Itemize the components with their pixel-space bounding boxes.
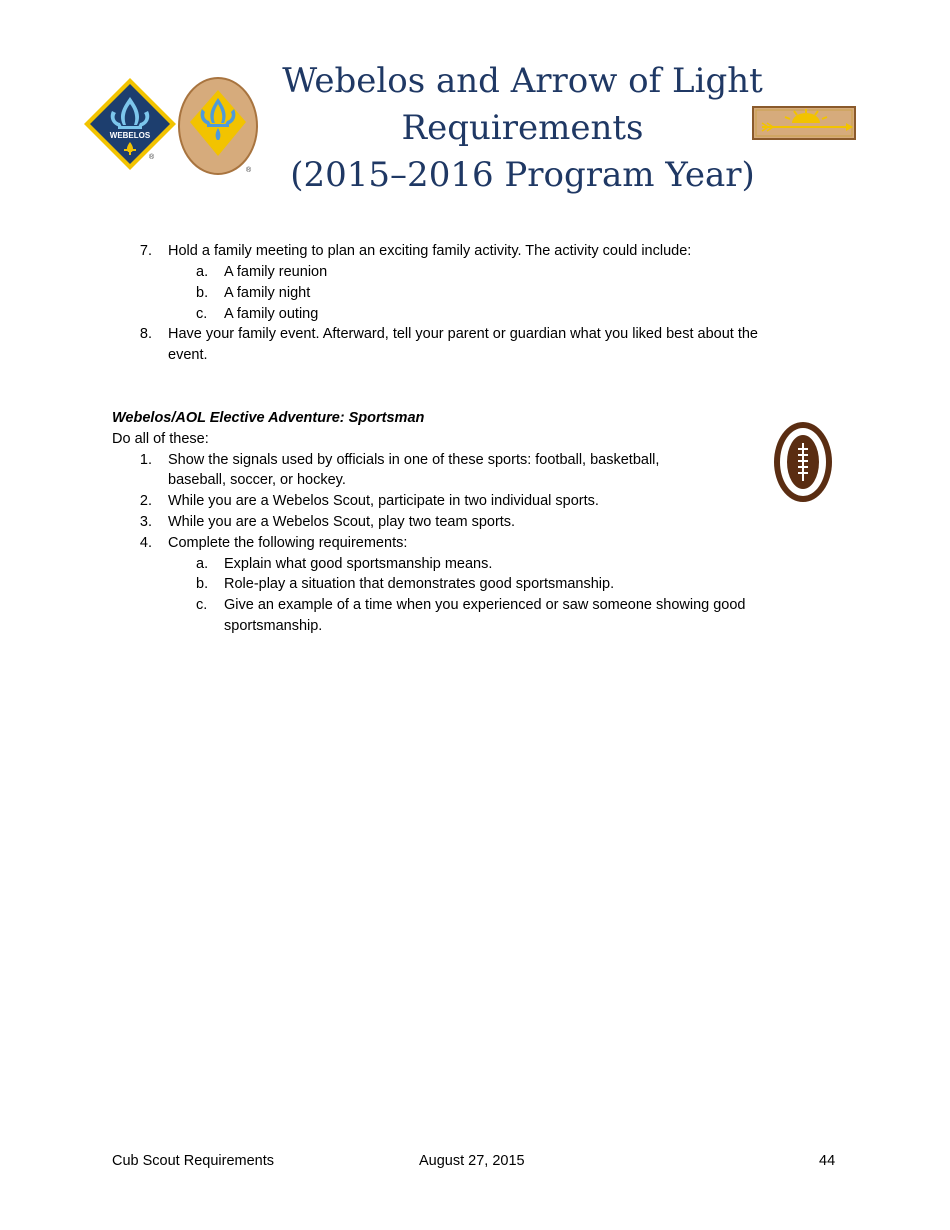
list-item-text: Hold a family meeting to plan an exciting family activity. The activity could include: xyxy=(168,243,692,259)
title-line-2: Requirements xyxy=(401,108,644,148)
sub-list-text: Role-play a situation that demonstrates good sportsmanship. xyxy=(224,576,615,592)
football-adventure-icon xyxy=(771,419,835,505)
list-number: 4. xyxy=(139,535,152,551)
footer-left: Cub Scout Requirements xyxy=(112,1153,274,1169)
sub-list-text: A family night xyxy=(224,285,311,301)
sub-list-text: Give an example of a time when you experienced or saw someone showing good xyxy=(224,597,746,613)
sub-list-text: A family reunion xyxy=(224,264,328,280)
title-line-3: (2015–2016 Program Year) xyxy=(290,155,755,195)
list-item-text: Have your family event. Afterward, tell your parent or guardian what you liked best about the xyxy=(168,326,758,342)
sub-list-letter: b. xyxy=(196,576,209,592)
sub-list-letter: c. xyxy=(196,597,208,613)
list-number: 8. xyxy=(139,326,152,342)
section-intro: Do all of these: xyxy=(112,431,209,447)
sub-list-text: Explain what good sportsmanship means. xyxy=(224,556,493,572)
list-number: 2. xyxy=(139,493,152,509)
list-item-text: While you are a Webelos Scout, participate in two individual sports. xyxy=(168,493,599,509)
list-item-text: While you are a Webelos Scout, play two team sports. xyxy=(168,514,516,530)
page-number: 44 xyxy=(819,1153,836,1169)
list-number: 3. xyxy=(139,514,152,530)
list-item-text: Show the signals used by officials in one of these sports: football, basketball, xyxy=(168,452,660,468)
sub-list-text: A family outing xyxy=(224,306,319,322)
list-item-text: Complete the following requirements: xyxy=(168,535,408,551)
sub-list-letter: a. xyxy=(196,264,209,280)
footer-date: August 27, 2015 xyxy=(419,1153,525,1169)
list-item-text-cont: event. xyxy=(168,347,208,363)
webelos-diamond-badge-icon xyxy=(82,75,182,175)
registered-mark: ® xyxy=(246,167,252,174)
title-line-1: Webelos and Arrow of Light xyxy=(282,61,763,101)
sub-list-letter: c. xyxy=(196,306,208,322)
section-title: Webelos/AOL Elective Adventure: Sportsman xyxy=(112,410,425,426)
list-number: 1. xyxy=(139,452,152,468)
registered-mark: ® xyxy=(149,154,155,161)
list-number: 7. xyxy=(139,243,152,259)
webelos-badge-label: WEBELOS xyxy=(109,131,151,140)
list-item-text-cont: baseball, soccer, or hockey. xyxy=(168,472,346,488)
page-title xyxy=(245,58,800,199)
sub-list-letter: b. xyxy=(196,285,209,301)
sub-list-text-cont: sportsmanship. xyxy=(224,618,323,634)
sub-list-letter: a. xyxy=(196,556,209,572)
